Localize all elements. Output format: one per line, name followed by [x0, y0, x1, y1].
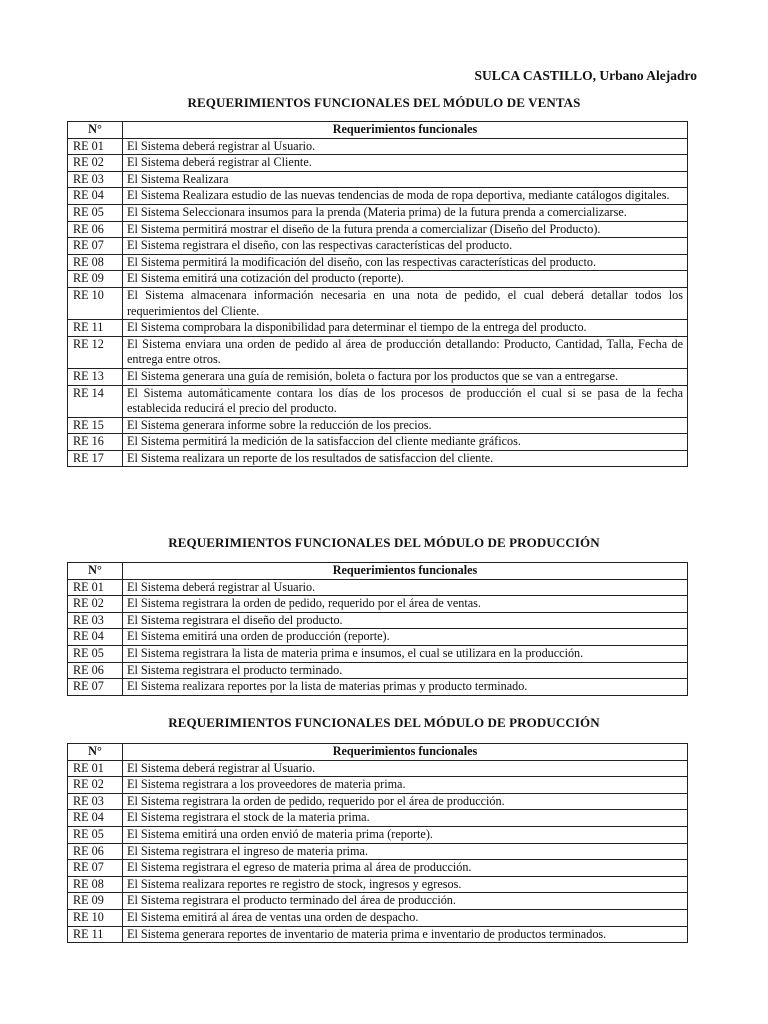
table-row [68, 238, 688, 255]
table-row [68, 645, 688, 662]
requirement-text: El Sistema registrara el egreso de materia prima al área de producción. [123, 860, 688, 877]
requirement-id: RE 08 [68, 876, 123, 893]
requirements-table-ventas [67, 121, 688, 467]
requirement-id: RE 09 [68, 271, 123, 288]
requirement-text: El Sistema registrara el producto terminado del área de producción. [123, 893, 688, 910]
requirement-text: El Sistema realizara reportes re registro de stock, ingresos y egresos. [123, 876, 688, 893]
requirement-text: El Sistema deberá registrar al Usuario. [123, 138, 688, 155]
table-row [68, 926, 688, 943]
column-header-number: N° [68, 122, 123, 139]
requirement-id: RE 14 [68, 385, 123, 417]
column-header-number: N° [68, 744, 123, 761]
requirement-text: El Sistema emitirá al área de ventas una orden de despacho. [123, 909, 688, 926]
table-row [68, 254, 688, 271]
table-row [68, 368, 688, 385]
column-header-requirements: Requerimientos funcionales [123, 563, 688, 580]
requirement-text: El Sistema registrara la orden de pedido, requerido por el área de ventas. [123, 596, 688, 613]
table-row [68, 777, 688, 794]
table-row [68, 893, 688, 910]
requirement-id: RE 02 [68, 155, 123, 172]
requirement-text: El Sistema emitirá una orden de producción (reporte). [123, 629, 688, 646]
requirement-id: RE 03 [68, 793, 123, 810]
requirement-id: RE 03 [68, 612, 123, 629]
requirement-id: RE 13 [68, 368, 123, 385]
requirement-id: RE 03 [68, 171, 123, 188]
requirement-text: El Sistema generara reportes de inventario de materia prima e inventario de productos terminados. [123, 926, 688, 943]
requirement-id: RE 15 [68, 417, 123, 434]
table-row [68, 450, 688, 467]
requirement-text: El Sistema realizara un reporte de los resultados de satisfaccion del cliente. [123, 450, 688, 467]
requirement-text: El Sistema registrara la lista de materia prima e insumos, el cual se utilizara en la producción. [123, 645, 688, 662]
requirement-id: RE 10 [68, 287, 123, 319]
table-row [68, 434, 688, 451]
section-title-ventas: REQUERIMIENTOS FUNCIONALES DEL MÓDULO DE VENTAS [187, 95, 581, 110]
table-row [68, 155, 688, 172]
table-row [68, 171, 688, 188]
requirements-table-produccion-2 [67, 743, 688, 943]
requirement-text: El Sistema permitirá la medición de la satisfaccion del cliente mediante gráficos. [123, 434, 688, 451]
requirement-text: El Sistema Realizara [123, 171, 688, 188]
requirement-id: RE 16 [68, 434, 123, 451]
requirement-id: RE 05 [68, 204, 123, 221]
table-row [68, 138, 688, 155]
requirement-text: El Sistema Seleccionara insumos para la prenda (Materia prima) de la futura prenda a comercializarse. [123, 204, 688, 221]
table-row [68, 612, 688, 629]
table-row [68, 385, 688, 417]
table-row [68, 760, 688, 777]
requirement-id: RE 12 [68, 336, 123, 368]
requirement-id: RE 06 [68, 843, 123, 860]
requirement-text: El Sistema comprobara la disponibilidad para determinar el tiempo de la entrega del producto. [123, 320, 688, 337]
requirement-id: RE 06 [68, 221, 123, 238]
requirement-text: El Sistema generara una guía de remisión, boleta o factura por los productos que se van a entregarse. [123, 368, 688, 385]
requirement-id: RE 07 [68, 860, 123, 877]
requirement-text: El Sistema deberá registrar al Usuario. [123, 760, 688, 777]
requirement-text: El Sistema generara informe sobre la reducción de los precios. [123, 417, 688, 434]
table-row [68, 204, 688, 221]
section-title-produccion: REQUERIMIENTOS FUNCIONALES DEL MÓDULO DE PRODUCCIÓN [168, 535, 600, 550]
requirement-id: RE 05 [68, 645, 123, 662]
requirement-id: RE 08 [68, 254, 123, 271]
table-row [68, 629, 688, 646]
requirement-id: RE 06 [68, 662, 123, 679]
table-row [68, 188, 688, 205]
requirement-text: El Sistema permitirá mostrar el diseño de la futura prenda a comercializar (Diseño del Producto). [123, 221, 688, 238]
requirement-id: RE 11 [68, 926, 123, 943]
table-row [68, 417, 688, 434]
requirement-text: El Sistema deberá registrar al Cliente. [123, 155, 688, 172]
table-row [68, 287, 688, 319]
requirement-text: El Sistema realizara reportes por la lista de materias primas y producto terminado. [123, 679, 688, 696]
requirement-id: RE 04 [68, 188, 123, 205]
requirement-id: RE 01 [68, 760, 123, 777]
table-row [68, 596, 688, 613]
requirement-text: El Sistema permitirá la modificación del diseño, con las respectivas características del producto. [123, 254, 688, 271]
section-title-produccion-2: REQUERIMIENTOS FUNCIONALES DEL MÓDULO DE PRODUCCIÓN [168, 715, 600, 730]
requirement-id: RE 01 [68, 579, 123, 596]
author-name: SULCA CASTILLO, Urbano Alejadro [474, 68, 697, 83]
column-header-number: N° [68, 563, 123, 580]
requirement-text: El Sistema deberá registrar al Usuario. [123, 579, 688, 596]
table-row [68, 579, 688, 596]
requirement-id: RE 04 [68, 810, 123, 827]
table-row [68, 221, 688, 238]
requirement-text: El Sistema registrara el stock de la materia prima. [123, 810, 688, 827]
requirement-id: RE 09 [68, 893, 123, 910]
requirement-text: El Sistema registrara a los proveedores de materia prima. [123, 777, 688, 794]
requirement-text: El Sistema registrara la orden de pedido, requerido por el área de producción. [123, 793, 688, 810]
requirement-id: RE 02 [68, 596, 123, 613]
table-row [68, 271, 688, 288]
requirement-text: El Sistema registrara el producto terminado. [123, 662, 688, 679]
requirements-table-produccion [67, 562, 688, 696]
column-header-requirements: Requerimientos funcionales [123, 122, 688, 139]
requirement-id: RE 17 [68, 450, 123, 467]
table-row [68, 793, 688, 810]
table-row [68, 876, 688, 893]
requirement-id: RE 11 [68, 320, 123, 337]
requirement-text: El Sistema registrara el diseño, con las respectivas características del producto. [123, 238, 688, 255]
requirement-text: El Sistema emitirá una cotización del producto (reporte). [123, 271, 688, 288]
requirement-id: RE 07 [68, 679, 123, 696]
table-row [68, 860, 688, 877]
table-row [68, 909, 688, 926]
table-header-row [68, 744, 688, 761]
table-header-row [68, 563, 688, 580]
column-header-requirements: Requerimientos funcionales [123, 744, 688, 761]
requirement-id: RE 10 [68, 909, 123, 926]
table-row [68, 662, 688, 679]
table-row [68, 826, 688, 843]
table-row [68, 336, 688, 368]
requirement-text: El Sistema registrara el ingreso de materia prima. [123, 843, 688, 860]
requirement-id: RE 04 [68, 629, 123, 646]
table-row [68, 320, 688, 337]
table-row [68, 679, 688, 696]
table-row [68, 810, 688, 827]
requirement-id: RE 01 [68, 138, 123, 155]
requirement-text: El Sistema almacenara información necesaria en una nota de pedido, el cual deberá detallar todos los requerimientos del Cliente. [123, 287, 688, 319]
table-header-row [68, 122, 688, 139]
requirement-text: El Sistema automáticamente contara los días de los procesos de producción el cual si se pasa de la fecha establecida reducirá el precio del producto. [123, 385, 688, 417]
requirement-text: El Sistema enviara una orden de pedido al área de producción detallando: Producto, Cantidad, Talla, Fecha de entrega entre otros. [123, 336, 688, 368]
requirement-id: RE 02 [68, 777, 123, 794]
requirement-text: El Sistema Realizara estudio de las nuevas tendencias de moda de ropa deportiva, mediante catálogos digitales. [123, 188, 688, 205]
table-row [68, 843, 688, 860]
requirement-text: El Sistema emitirá una orden envió de materia prima (reporte). [123, 826, 688, 843]
requirement-id: RE 05 [68, 826, 123, 843]
requirement-text: El Sistema registrara el diseño del producto. [123, 612, 688, 629]
requirement-id: RE 07 [68, 238, 123, 255]
